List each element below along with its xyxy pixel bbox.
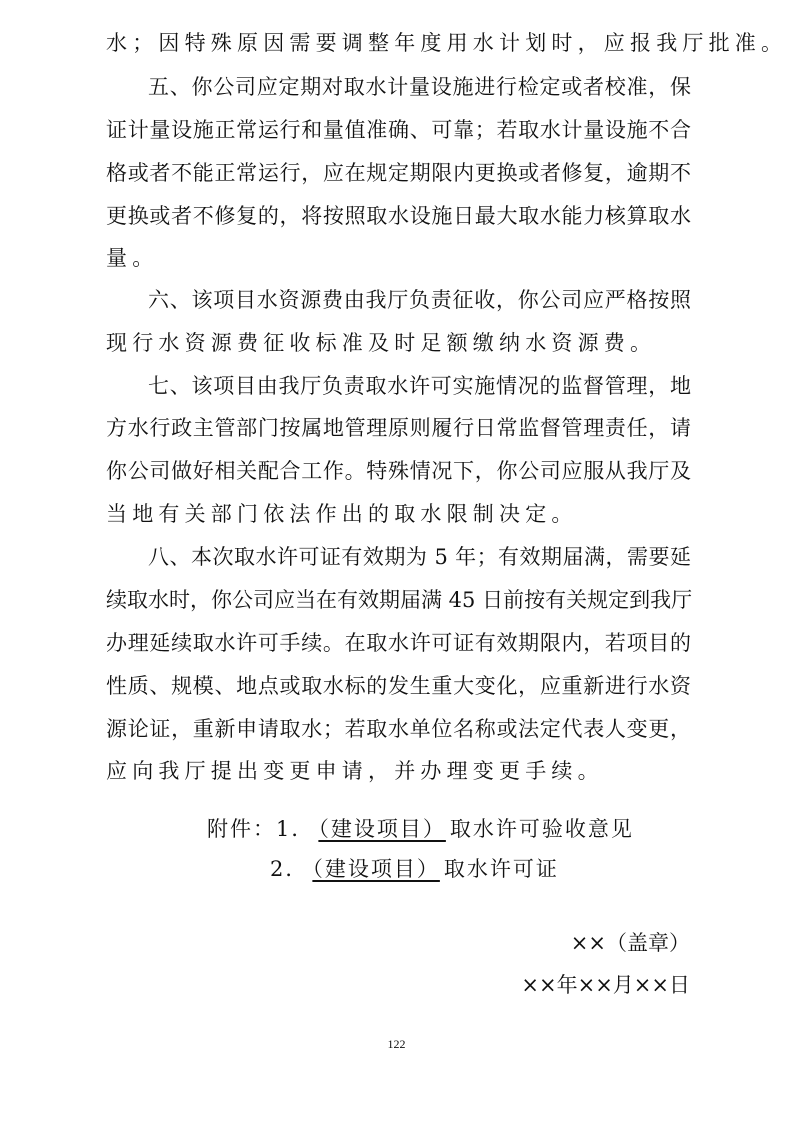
- attachment-number: 2．: [270, 857, 309, 881]
- text-line: 八、本次取水许可证有效期为 5 年；有效期届满，需要延: [148, 545, 691, 569]
- attachment-item: [207, 816, 634, 842]
- attachment-placeholder: （建设项目）: [312, 857, 440, 881]
- text-line: 证计量设施正常运行和量值准确、可靠；若取水计量设施不合: [106, 118, 691, 142]
- text-line: 你公司做好相关配合工作。特殊情况下，你公司应服从我厅及: [106, 459, 691, 483]
- text-line: 源论证，重新申请取水；若取水单位名称或法定代表人变更，: [106, 717, 691, 741]
- text-line: 六、该项目水资源费由我厅负责征收，你公司应严格按照: [148, 288, 691, 312]
- text-line: 续取水时，你公司应当在有效期届满 45 日前按有关规定到我厅: [106, 588, 693, 612]
- text-line: 方水行政主管部门按属地管理原则履行日常监督管理责任，请: [106, 416, 691, 440]
- text-line: 办理延续取水许可手续。在取水许可证有效期限内，若项目的: [106, 631, 691, 655]
- text-line: 五、你公司应定期对取水计量设施进行检定或者校准，保: [148, 75, 691, 99]
- attachment-placeholder: （建设项目）: [318, 817, 446, 841]
- text-line: 七、该项目由我厅负责取水许可实施情况的监督管理，地: [148, 374, 691, 398]
- text-line: 格或者不能正常运行，应在规定期限内更换或者修复，逾期不: [106, 161, 691, 185]
- signature-date: ××年××月××日: [521, 973, 690, 997]
- attachment-label: 附件：: [207, 817, 276, 841]
- attachment-number: 1．: [276, 817, 315, 841]
- text-line: 现行水资源费征收标准及时足额缴纳水资源费。: [106, 331, 657, 355]
- text-line: 水；因特殊原因需要调整年度用水计划时，应报我厅批准。: [106, 31, 788, 55]
- signature-seal: ××（盖章）: [570, 931, 690, 955]
- attachment-title: 取水许可证: [443, 857, 559, 881]
- attachment-title: 取水许可验收意见: [449, 817, 634, 841]
- page-number: 122: [387, 1037, 406, 1051]
- text-line: 性质、规模、地点或取水标的发生重大变化，应重新进行水资: [106, 674, 691, 698]
- attachment-item: [270, 856, 559, 882]
- text-line: 更换或者不修复的，将按照取水设施日最大取水能力核算取水: [106, 204, 691, 228]
- text-line: 量。: [106, 246, 159, 270]
- text-line: 当地有关部门依法作出的取水限制决定。: [106, 502, 578, 526]
- text-line: 应向我厅提出变更申请，并办理变更手续。: [106, 759, 604, 783]
